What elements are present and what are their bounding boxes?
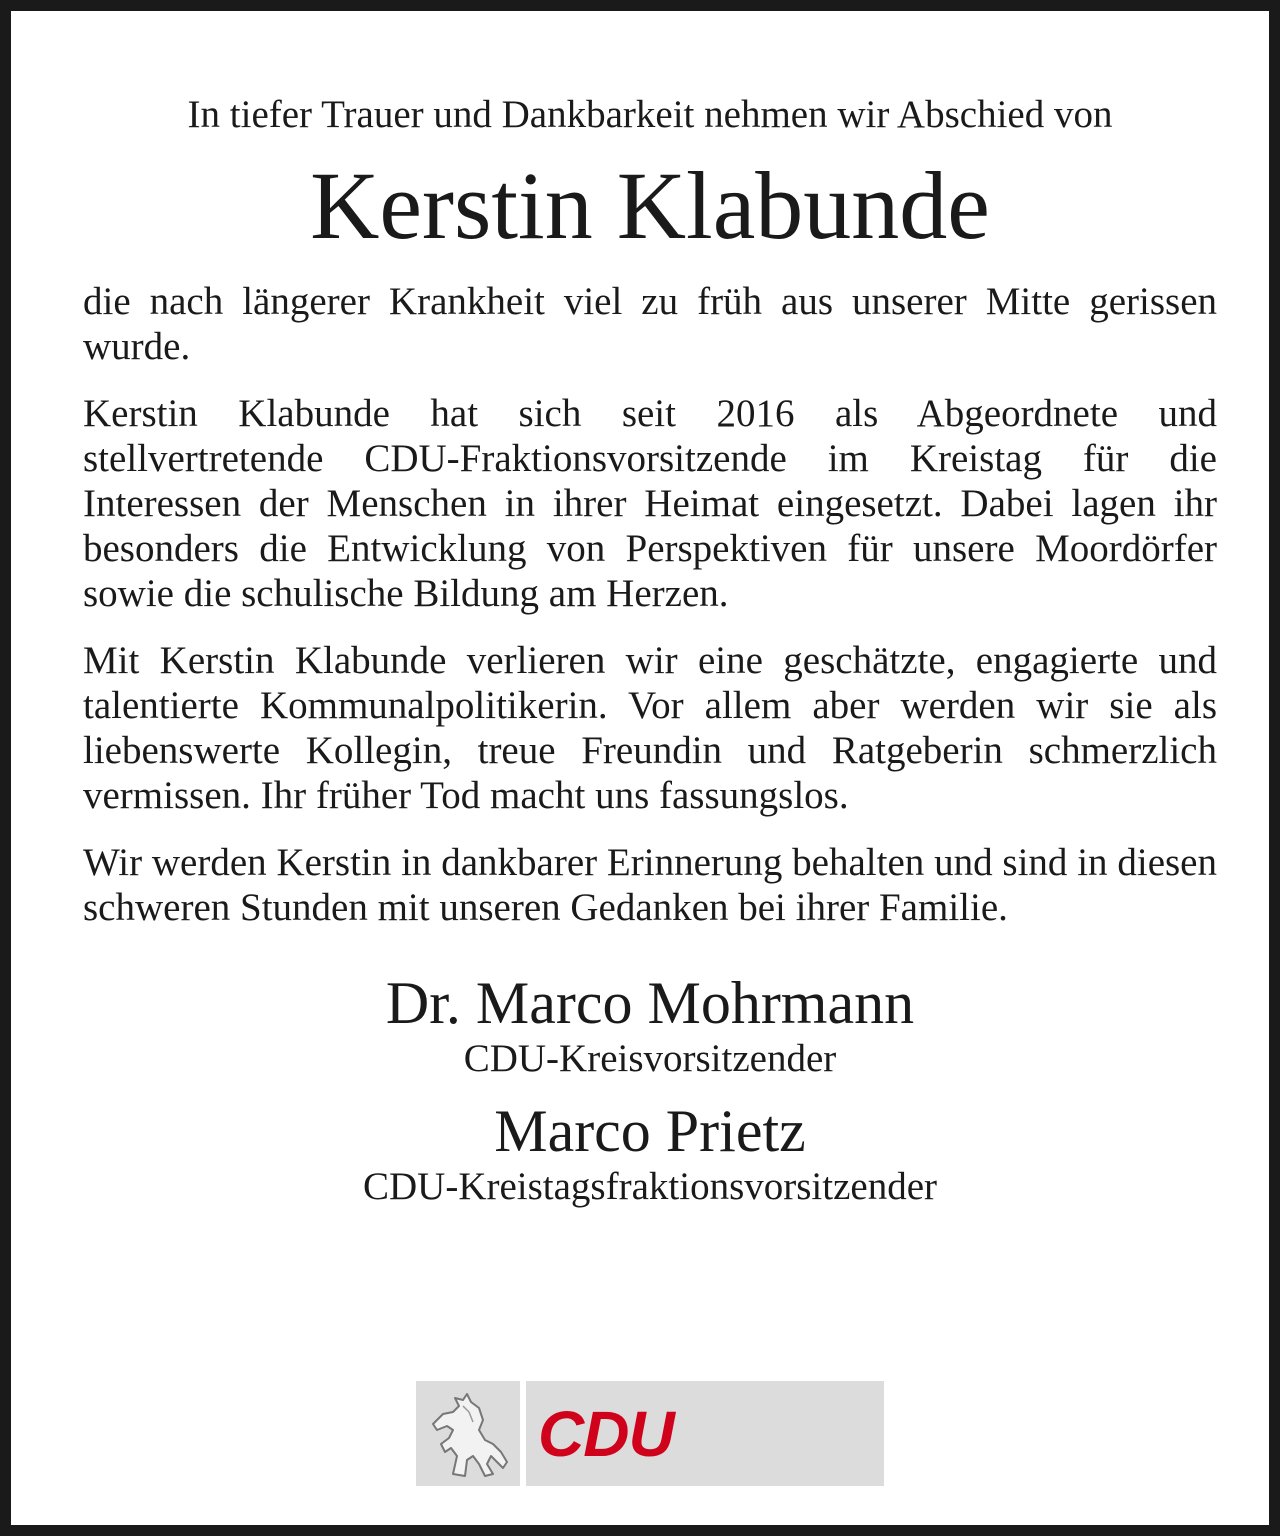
signer-role: CDU-Kreisvorsitzender [463, 1037, 837, 1080]
paragraph-1: die nach längerer Krankheit viel zu früh aus unserer Mitte gerissen wurde. [83, 280, 1217, 368]
deceased-name: Kerstin Klabunde [310, 152, 990, 259]
horse-emblem-icon [416, 1381, 520, 1486]
cdu-wordmark [526, 1381, 884, 1486]
signer-name: Marco Prietz [494, 1098, 806, 1164]
intro-line: In tiefer Trauer und Dankbarkeit nehmen wir Abschied von [187, 93, 1113, 136]
paragraph-2: Kerstin Klabunde hat sich seit 2016 als Abgeordnete und stellvertretende CDU-Fraktionsvorsitzende im Kreistag für die Interessen der Menschen in ihrer Heimat eingesetzt. Dabei lagen ihr besonders die Entwicklung von Perspektiven für unsere Moordörfer sowie die schulische Bildung am Herzen. [83, 392, 1217, 615]
notice-content [83, 91, 1217, 1226]
cdu-logo [416, 1381, 884, 1486]
signer-name: Dr. Marco Mohrmann [385, 970, 915, 1036]
signer-role: CDU-Kreistagsfraktionsvorsitzender [362, 1165, 937, 1208]
paragraph-3: Mit Kerstin Klabunde verlieren wir eine geschätzte, engagierte und talentierte Kommunalpolitikerin. Vor allem aber werden wir sie als liebenswerte Kollegin, treue Freundin und Ratgeberin schmerzlich vermissen. Ihr früher Tod macht uns fassungslos. [83, 639, 1217, 817]
signer-1 [83, 970, 1217, 1082]
signer-2 [83, 1098, 1217, 1210]
paragraph-4: Wir werden Kerstin in dankbarer Erinnerung behalten und sind in diesen schweren Stunden mit unseren Gedanken bei ihrer Familie. [83, 841, 1217, 929]
cdu-logo-text: CDU [538, 1397, 674, 1470]
